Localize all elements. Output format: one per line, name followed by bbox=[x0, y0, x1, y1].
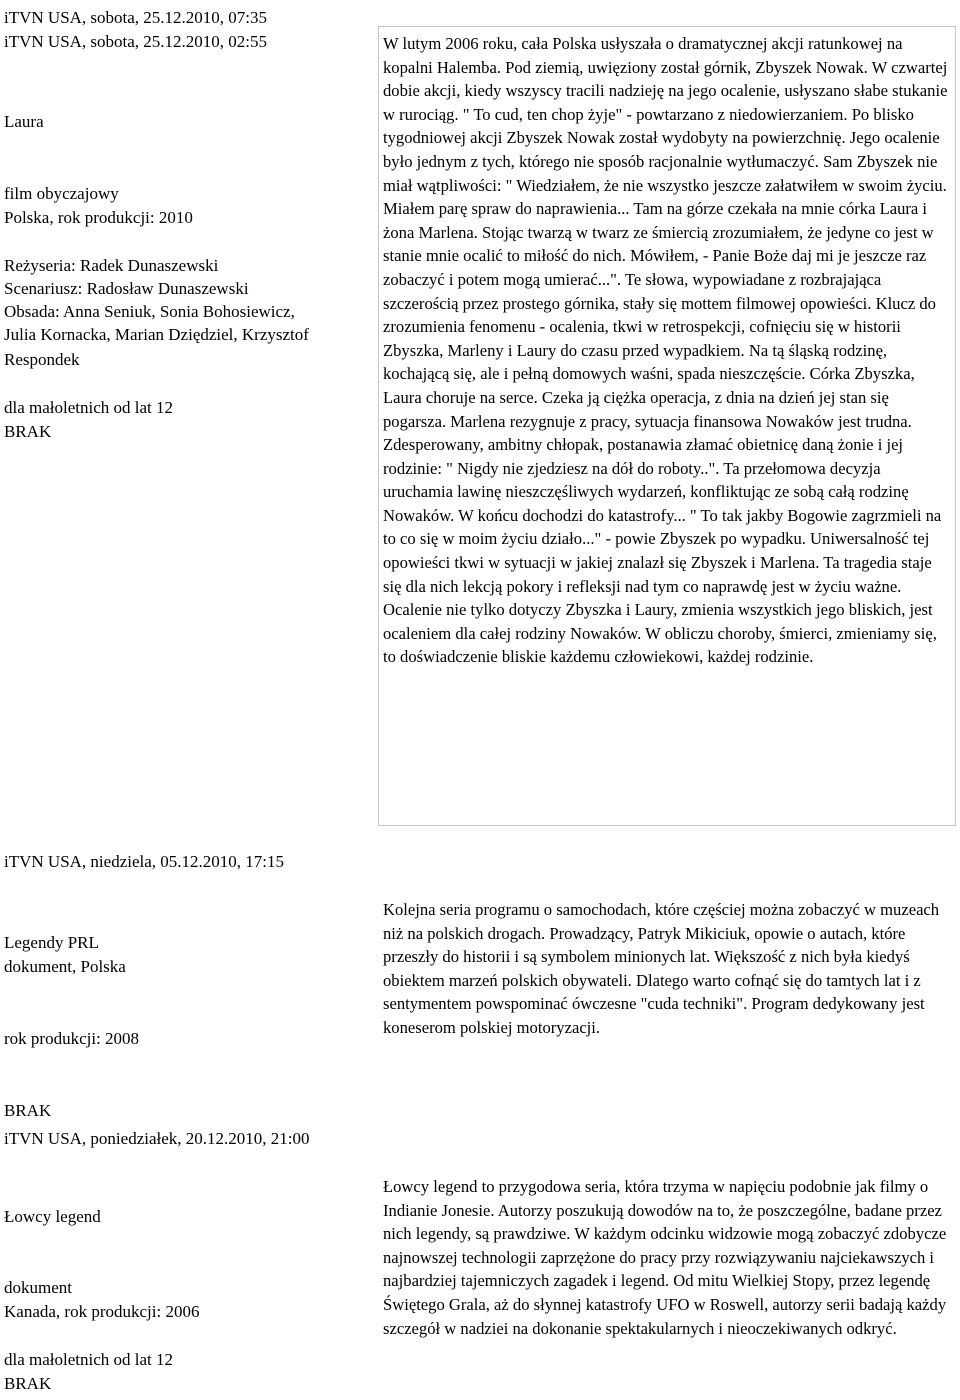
age-rating: dla małoletnich od lat 12 bbox=[4, 1350, 174, 1369]
program-director: Reżyseria: Radek Dunaszewski bbox=[4, 256, 219, 275]
program-production: rok produkcji: 2008 bbox=[4, 1029, 140, 1048]
program-cast-line: Respondek bbox=[4, 350, 80, 369]
program-title: Laura bbox=[4, 112, 44, 131]
program-title: Legendy PRL bbox=[4, 933, 99, 952]
program-writer: Scenariusz: Radosław Dunaszewski bbox=[4, 279, 249, 298]
program-description: Łowcy legend to przygodowa seria, która trzyma w napięciu podobnie jak filmy o Indianie Jonesie. Autorzy poszukują dowodów na to, że poszczególne, badane przez nich legendy, są prawdziwe. W każdym odcinku widzowie mogą zobaczyć zdobycze najnowszej technologii zaprzężone do pracy przy rozwiązywaniu najciekawszych i najbardziej tajemniczych zagadek i legend. Od mitu Wielkiej Stopy, przez legendę Świętego Grala, aż do słynnej katastrofy UFO w Roswell, autorzy serii badają każdy szczegół w nadziei na dokonanie spektakularnych i nieoczekiwanych odkryć. bbox=[383, 1177, 947, 1338]
program-genre: dokument, Polska bbox=[4, 957, 126, 976]
program-production: Polska, rok produkcji: 2010 bbox=[4, 208, 193, 227]
status-text: BRAK bbox=[4, 1101, 52, 1120]
broadcast-time: iTVN USA, niedziela, 05.12.2010, 17:15 bbox=[4, 852, 284, 871]
broadcast-time: iTVN USA, sobota, 25.12.2010, 02:55 bbox=[4, 32, 268, 51]
broadcast-time: iTVN USA, poniedziałek, 20.12.2010, 21:00 bbox=[4, 1129, 310, 1148]
broadcast-time: iTVN USA, sobota, 25.12.2010, 07:35 bbox=[4, 8, 268, 27]
program-genre: dokument bbox=[4, 1278, 72, 1297]
status-text: BRAK bbox=[4, 422, 52, 441]
program-production: Kanada, rok produkcji: 2006 bbox=[4, 1302, 200, 1321]
program-title: Łowcy legend bbox=[4, 1207, 101, 1226]
status-text: BRAK bbox=[4, 1374, 52, 1393]
program-description: Kolejna seria programu o samochodach, które częściej można zobaczyć w muzeach niż na polskich drogach. Prowadzący, Patryk Mikiciuk, opowie o autach, które przeszły do historii i są symbolem minionych lat. Większość z nich była kiedyś obiektem marzeń polskich obywateli. Dlatego warto cofnąć się do tamtych lat i z sentymentem powspominać ówczesne "cuda techniki". Program dedykowany jest koneserom polskiej motoryzacji. bbox=[383, 900, 940, 1037]
program-cast-line: Julia Kornacka, Marian Dziędziel, Krzysztof bbox=[4, 325, 309, 344]
program-description: W lutym 2006 roku, cała Polska usłyszała o dramatycznej akcji ratunkowej na kopalni Halemba. Pod ziemią, uwięziony został górnik, Zbyszek Nowak. W czwartej dobie akcji, kiedy wszyscy tracili nadzieję na jego ocalenie, usłyszano słabe stukanie w rurociąg. " To cud, ten chop żyje" - powtarzano z niedowierzaniem. Po blisko tygodniowej akcji Zbyszek Nowak został wydobyty na powierzchnię. Jego ocalenie było jednym z tych, którego nie sposób racjonalnie wytłumaczyć. Sam Zbyszek nie miał wątpliwości: " Wiedziałem, że nie wszystko jeszcze załatwiłem w swoim życiu. Miałem parę spraw do naprawienia... Tam na górze czekała na mnie córka Laura i żona Marlena. Stojąc twarzą w twarz ze śmiercią zrozumiałem, że jedyne co jest w stanie mnie ocalić to miłość do nich. Mówiłem, - Panie Boże daj mi je jeszcze raz zobaczyć i potem mogą umierać...". Te słowa, wypowiadane z rozbrajająca szczerością przez prostego górnika, stały się mottem filmowej opowieści. Klucz do zrozumienia fenomenu - ocalenia, tkwi w retrospekcji, cofnięciu się w historii Zbyszka, Marleny i Laury do czasu przed wypadkiem. Na tą śląską rodzinę, kochającą się, ale i pełną domowych waśni, spada nieszczęście. Córka Zbyszka, Laura choruje na serce. Czeka ją ciężka operacja, z dnia na dzień jej stan się pogarsza. Marlena rezygnuje z pracy, sytuacja finansowa Nowaków jest trudna. Zdesperowany, ambitny chłopak, postanawia złamać obietnicę daną żonie i jej rodzinie: " Nigdy nie zjedziesz na dół do roboty..". Ta przełomowa decyzja uruchamia lawinę nieszczęśliwych wydarzeń, konfliktując ze sobą całą rodzinę Nowaków. W końcu dochodzi do katastrofy... " To tak jakby Bogowie zagrzmieli na to co się w moim życiu działo..." - powie Zbyszek po wypadku. Uniwersalność tej opowieści tkwi w sytuacji w jakiej znalazł się Zbyszek i Marlena. Ta tragedia staje się dla nich lekcją pokory i refleksji nad tym co naprawdę jest w życiu ważne. Ocalenie nie tylko dotyczy Zbyszka i Laury, zmienia wszystkich jego bliskich, jest ocaleniem dla całej rodziny Nowaków. W obliczu choroby, śmierci, zmieniamy się, to doświadczenie bliskie każdemu człowiekowi, każdej rodzinie. bbox=[383, 34, 948, 667]
program-cast-line: Obsada: Anna Seniuk, Sonia Bohosiewicz, bbox=[4, 302, 295, 321]
program-genre: film obyczajowy bbox=[4, 184, 119, 203]
age-rating: dla małoletnich od lat 12 bbox=[4, 398, 174, 417]
